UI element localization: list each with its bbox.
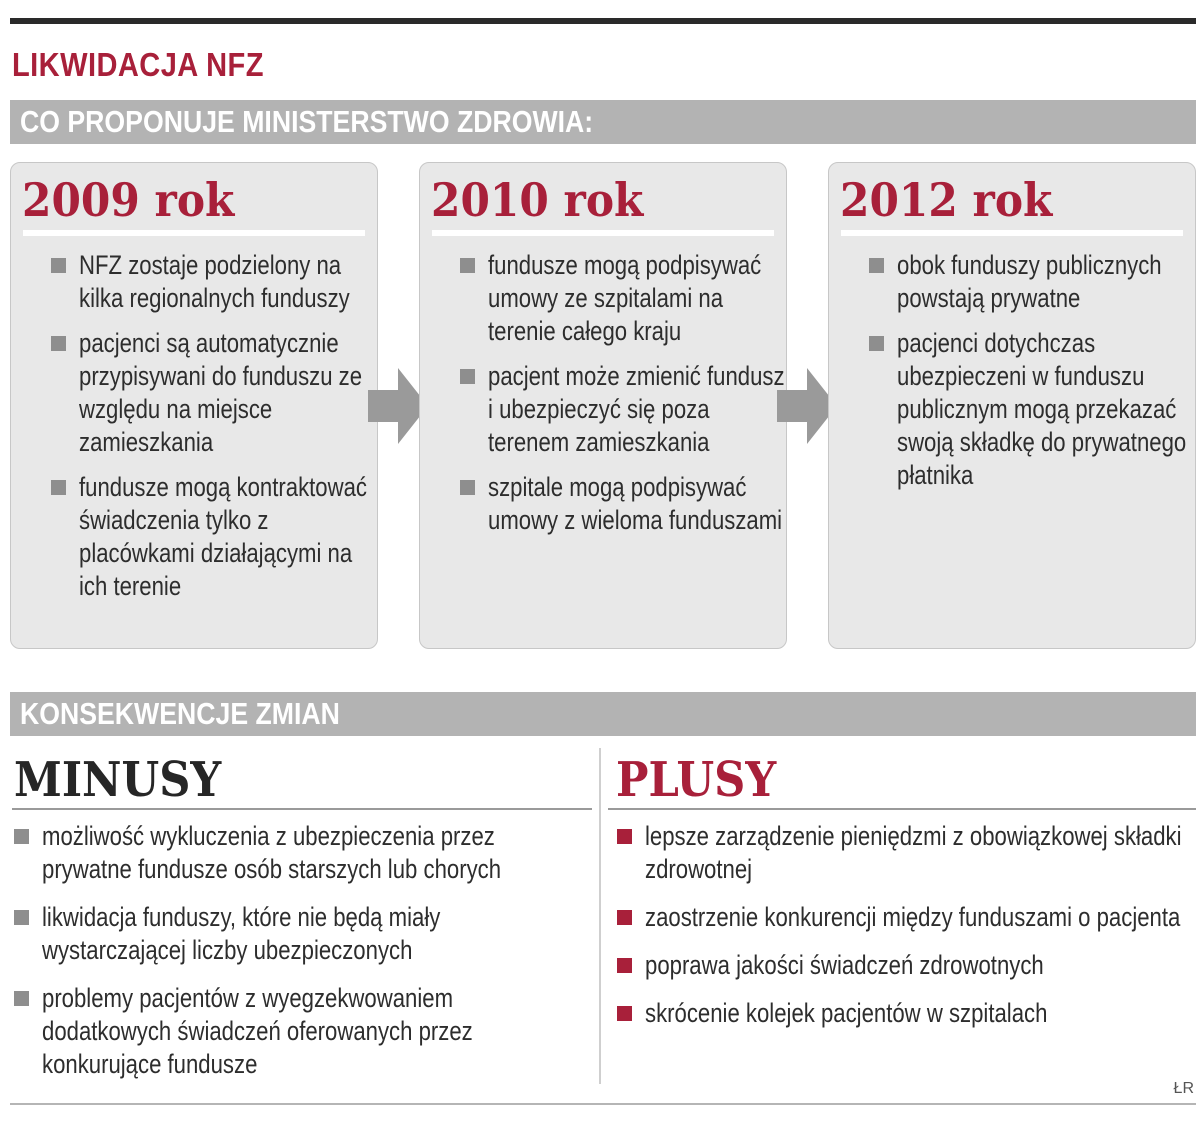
list-item	[869, 327, 1194, 492]
list-item	[617, 997, 1187, 1030]
year-label: 2012 rok	[840, 173, 1053, 227]
year-items-list	[869, 249, 1194, 504]
list-item-text: obok funduszy publicznych powstają prywatne	[897, 250, 1162, 313]
list-item	[51, 327, 376, 459]
square-bullet-icon	[617, 910, 632, 925]
list-item-text: problemy pacjentów z wyegzekwowaniem dodatkowych świadczeń oferowanych przez konkurujące fundusze	[42, 983, 473, 1079]
square-bullet-icon	[14, 991, 29, 1006]
square-bullet-icon	[51, 336, 66, 351]
list-item	[14, 982, 574, 1081]
plus-list	[617, 820, 1187, 1045]
list-item	[617, 820, 1187, 886]
bottom-rule	[10, 1103, 1196, 1105]
square-bullet-icon	[460, 258, 475, 273]
card-divider	[841, 230, 1183, 236]
list-item-text: likwidacja funduszy, które nie będą miały wystarczającej liczby ubezpieczonych	[42, 902, 441, 965]
list-item	[617, 949, 1187, 982]
plus-heading: PLUSY	[616, 752, 777, 808]
consequences-section-label: KONSEKWENCJE ZMIAN	[20, 696, 340, 731]
list-item	[14, 901, 574, 967]
list-item-text: szpitale mogą podpisywać umowy z wieloma funduszami	[488, 472, 783, 535]
year-label: 2009 rok	[22, 173, 235, 227]
list-item-text: lepsze zarządzenie pieniędzmi z obowiązkowej składki zdrowotnej	[645, 821, 1182, 884]
consequences-section-header	[10, 692, 1196, 736]
list-item	[460, 249, 785, 348]
list-item-text: fundusze mogą kontraktować świadczenia tylko z placówkami działającymi na ich terenie	[79, 472, 367, 601]
square-bullet-icon	[460, 369, 475, 384]
list-item	[51, 471, 376, 603]
list-item-text: pacjent może zmienić fundusz i ubezpieczyć się poza terenem zamieszkania	[488, 361, 785, 457]
list-item-text: możliwość wykluczenia z ubezpieczenia przez prywatne fundusze osób starszych lub chorych	[42, 821, 502, 884]
proposal-section-header	[10, 100, 1196, 144]
square-bullet-icon	[51, 480, 66, 495]
list-item	[460, 471, 785, 537]
column-divider	[599, 748, 601, 1084]
author-credit: ŁR	[1173, 1080, 1194, 1097]
year-card-2009	[10, 162, 378, 649]
year-card-2012	[828, 162, 1196, 649]
list-item-text: skrócenie kolejek pacjentów w szpitalach	[645, 998, 1048, 1028]
list-item	[869, 249, 1194, 315]
square-bullet-icon	[460, 480, 475, 495]
card-divider	[23, 230, 365, 236]
list-item	[51, 249, 376, 315]
year-items-list	[460, 249, 785, 549]
page-title: LIKWIDACJA NFZ	[12, 46, 264, 83]
square-bullet-icon	[51, 258, 66, 273]
plus-heading-rule	[608, 808, 1196, 810]
square-bullet-icon	[14, 829, 29, 844]
square-bullet-icon	[617, 1006, 632, 1021]
year-label: 2010 rok	[431, 173, 644, 227]
list-item-text: poprawa jakości świadczeń zdrowotnych	[645, 950, 1044, 980]
minus-list	[14, 820, 574, 1096]
list-item-text: pacjenci są automatycznie przypisywani do funduszu ze względu na miejsce zamieszkania	[79, 328, 363, 457]
list-item	[617, 901, 1187, 934]
minus-heading: MINUSY	[14, 752, 222, 808]
list-item-text: fundusze mogą podpisywać umowy ze szpitalami na terenie całego kraju	[488, 250, 762, 346]
card-divider	[432, 230, 774, 236]
list-item	[14, 820, 574, 886]
square-bullet-icon	[617, 829, 632, 844]
top-rule	[10, 18, 1196, 24]
square-bullet-icon	[14, 910, 29, 925]
square-bullet-icon	[869, 336, 884, 351]
list-item-text: NFZ zostaje podzielony na kilka regionalnych funduszy	[79, 250, 350, 313]
list-item-text: pacjenci dotychczas ubezpieczeni w funduszu publicznym mogą przekazać swoją składkę do prywatnego płatnika	[897, 328, 1187, 490]
minus-heading-rule	[12, 808, 592, 810]
square-bullet-icon	[869, 258, 884, 273]
square-bullet-icon	[617, 958, 632, 973]
proposal-section-label: CO PROPONUJE MINISTERSTWO ZDROWIA:	[20, 104, 594, 139]
list-item-text: zaostrzenie konkurencji między funduszami o pacjenta	[645, 902, 1181, 932]
year-card-2010	[419, 162, 787, 649]
list-item	[460, 360, 785, 459]
year-items-list	[51, 249, 376, 615]
